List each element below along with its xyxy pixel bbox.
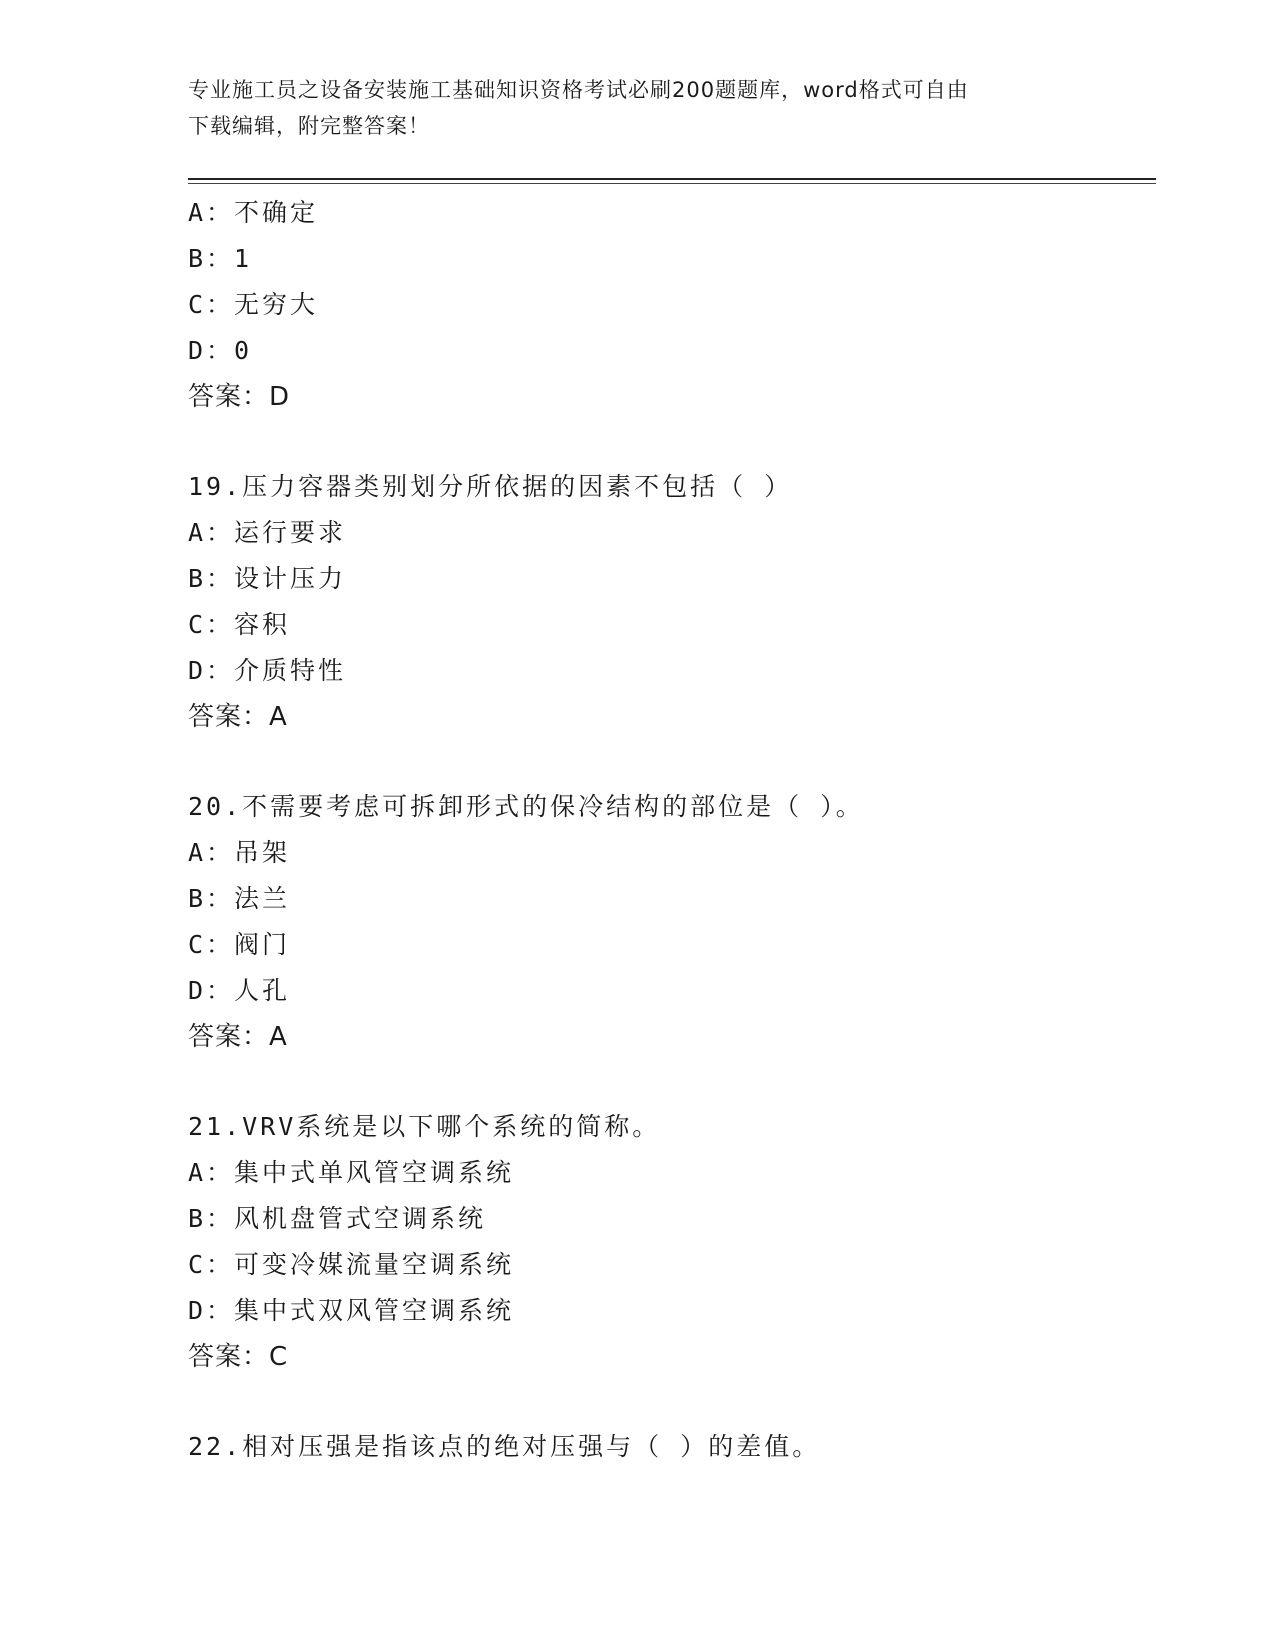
- question-text: 21.VRV系统是以下哪个系统的简称。: [188, 1112, 661, 1141]
- question-list: [188, 190, 1148, 1470]
- question-22: [188, 1424, 1148, 1470]
- spacer: [188, 1380, 1148, 1424]
- option-b: B：1: [188, 244, 253, 273]
- answer: 答案：C: [188, 1342, 289, 1372]
- answer: 答案：A: [188, 702, 288, 732]
- option-c: C：无穷大: [188, 290, 319, 319]
- spacer: [188, 1060, 1148, 1104]
- question-20: [188, 784, 1148, 1060]
- option-a: A：集中式单风管空调系统: [188, 1158, 515, 1187]
- header-title-line1: 专业施工员之设备安装施工基础知识资格考试必刷200题题库，word格式可自由: [188, 78, 969, 102]
- option-b: B：法兰: [188, 884, 291, 913]
- option-d: D：0: [188, 336, 253, 365]
- question-21: [188, 1104, 1148, 1380]
- option-d: D：介质特性: [188, 656, 347, 685]
- spacer: [188, 420, 1148, 464]
- answer: 答案：D: [188, 382, 291, 412]
- question-text: 22.相对压强是指该点的绝对压强与（ ）的差值。: [188, 1432, 821, 1461]
- option-a: A：不确定: [188, 198, 319, 227]
- option-a: A：运行要求: [188, 518, 347, 547]
- option-b: B：设计压力: [188, 564, 347, 593]
- answer: 答案：A: [188, 1022, 288, 1052]
- question-18: [188, 190, 1148, 420]
- option-b: B：风机盘管式空调系统: [188, 1204, 487, 1233]
- spacer: [188, 740, 1148, 784]
- question-text: 19.压力容器类别划分所依据的因素不包括（ ）: [188, 472, 793, 501]
- header-divider-thin: [188, 183, 1156, 184]
- header-divider-thick: [188, 178, 1156, 180]
- option-c: C：容积: [188, 610, 291, 639]
- option-a: A：吊架: [188, 838, 291, 867]
- option-c: C：可变冷媒流量空调系统: [188, 1250, 515, 1279]
- question-19: [188, 464, 1148, 740]
- option-d: D：人孔: [188, 976, 291, 1005]
- header-title-line2: 下载编辑，附完整答案！: [188, 114, 430, 138]
- option-c: C：阀门: [188, 930, 291, 959]
- document-header: [188, 72, 1068, 144]
- question-text: 20.不需要考虑可拆卸形式的保冷结构的部位是（ ）。: [188, 792, 864, 821]
- option-d: D：集中式双风管空调系统: [188, 1296, 515, 1325]
